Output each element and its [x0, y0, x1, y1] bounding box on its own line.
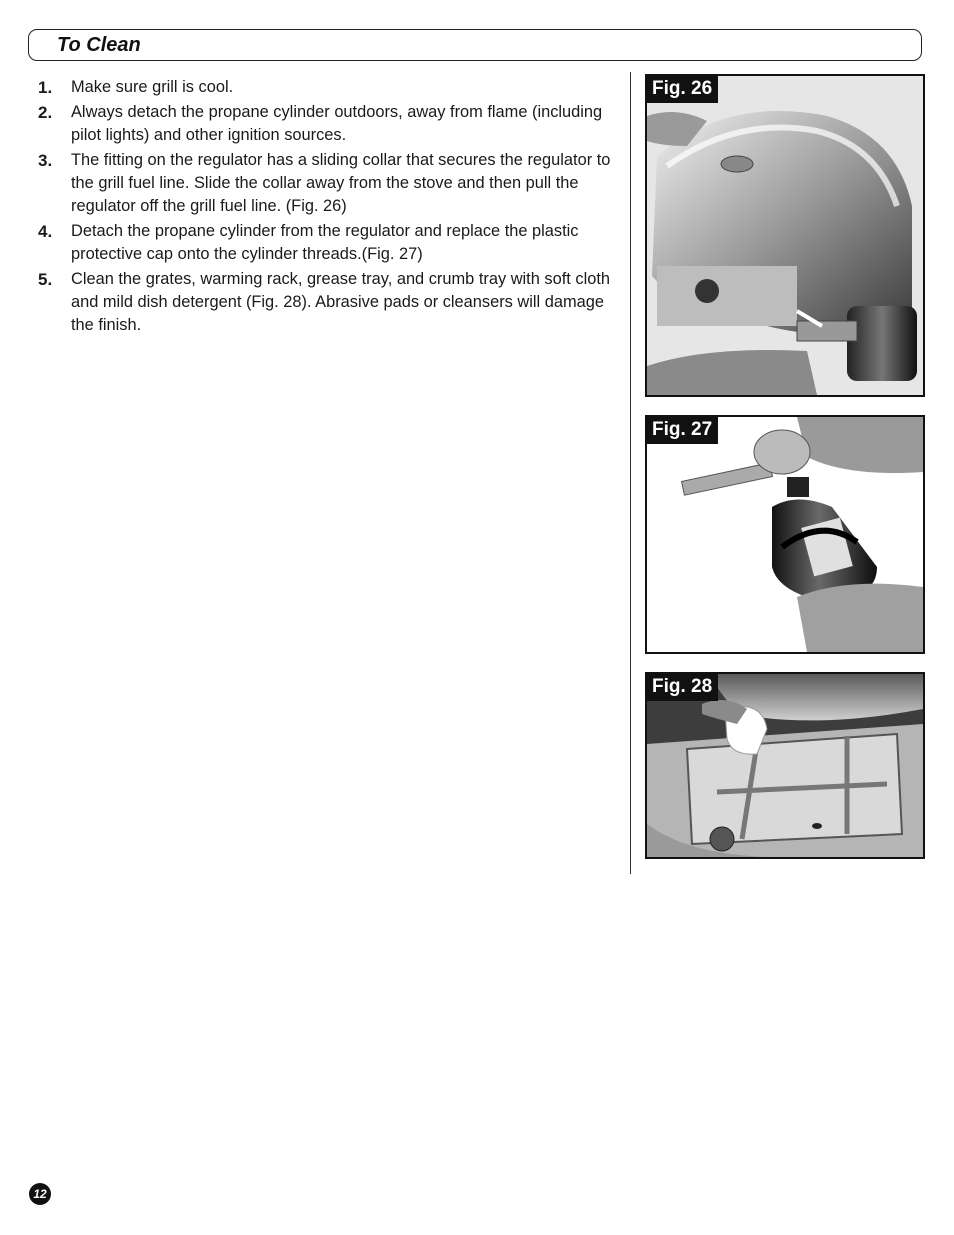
page-number-badge: 12: [29, 1183, 51, 1205]
step-text: Make sure grill is cool.: [71, 78, 234, 96]
figure-label: Fig. 28: [647, 674, 718, 701]
step-text: Clean the grates, warming rack, grease tray, and crumb tray with soft cloth and mild dish detergent (Fig. 28). Abrasive pads or cleansers will damage the finish.: [71, 270, 610, 334]
step-text: Detach the propane cylinder from the regulator and replace the plastic protective cap onto the cylinder threads.(Fig. 27): [71, 222, 579, 263]
figure-27: [645, 415, 925, 654]
list-item: [38, 149, 623, 218]
list-item: [38, 220, 623, 266]
step-text: The fitting on the regulator has a sliding collar that secures the regulator to the grill fuel line. Slide the collar away from the stove and then pull the regulator off the grill fuel line. (Fig. 26): [71, 151, 611, 215]
grill-cleaning-photo: [647, 674, 923, 857]
figure-label: Fig. 27: [647, 417, 718, 444]
figure-label: Fig. 26: [647, 76, 718, 103]
instruction-list: [38, 76, 623, 339]
step-text: Always detach the propane cylinder outdoors, away from flame (including pilot lights) and other ignition sources.: [71, 103, 603, 144]
column-divider: [630, 72, 631, 874]
cylinder-detach-photo: [647, 417, 923, 652]
step-number: 5.: [38, 270, 53, 289]
figure-26: [645, 74, 925, 397]
figure-28: [645, 672, 925, 859]
step-number: 2.: [38, 103, 53, 122]
list-item: [38, 76, 623, 99]
section-title: To Clean: [57, 34, 141, 56]
section-header: [28, 29, 922, 61]
list-item: [38, 268, 623, 337]
step-number: 4.: [38, 222, 53, 241]
grill-detach-regulator-photo: [647, 76, 923, 395]
step-number: 1.: [38, 78, 53, 97]
step-number: 3.: [38, 151, 53, 170]
list-item: [38, 101, 623, 147]
